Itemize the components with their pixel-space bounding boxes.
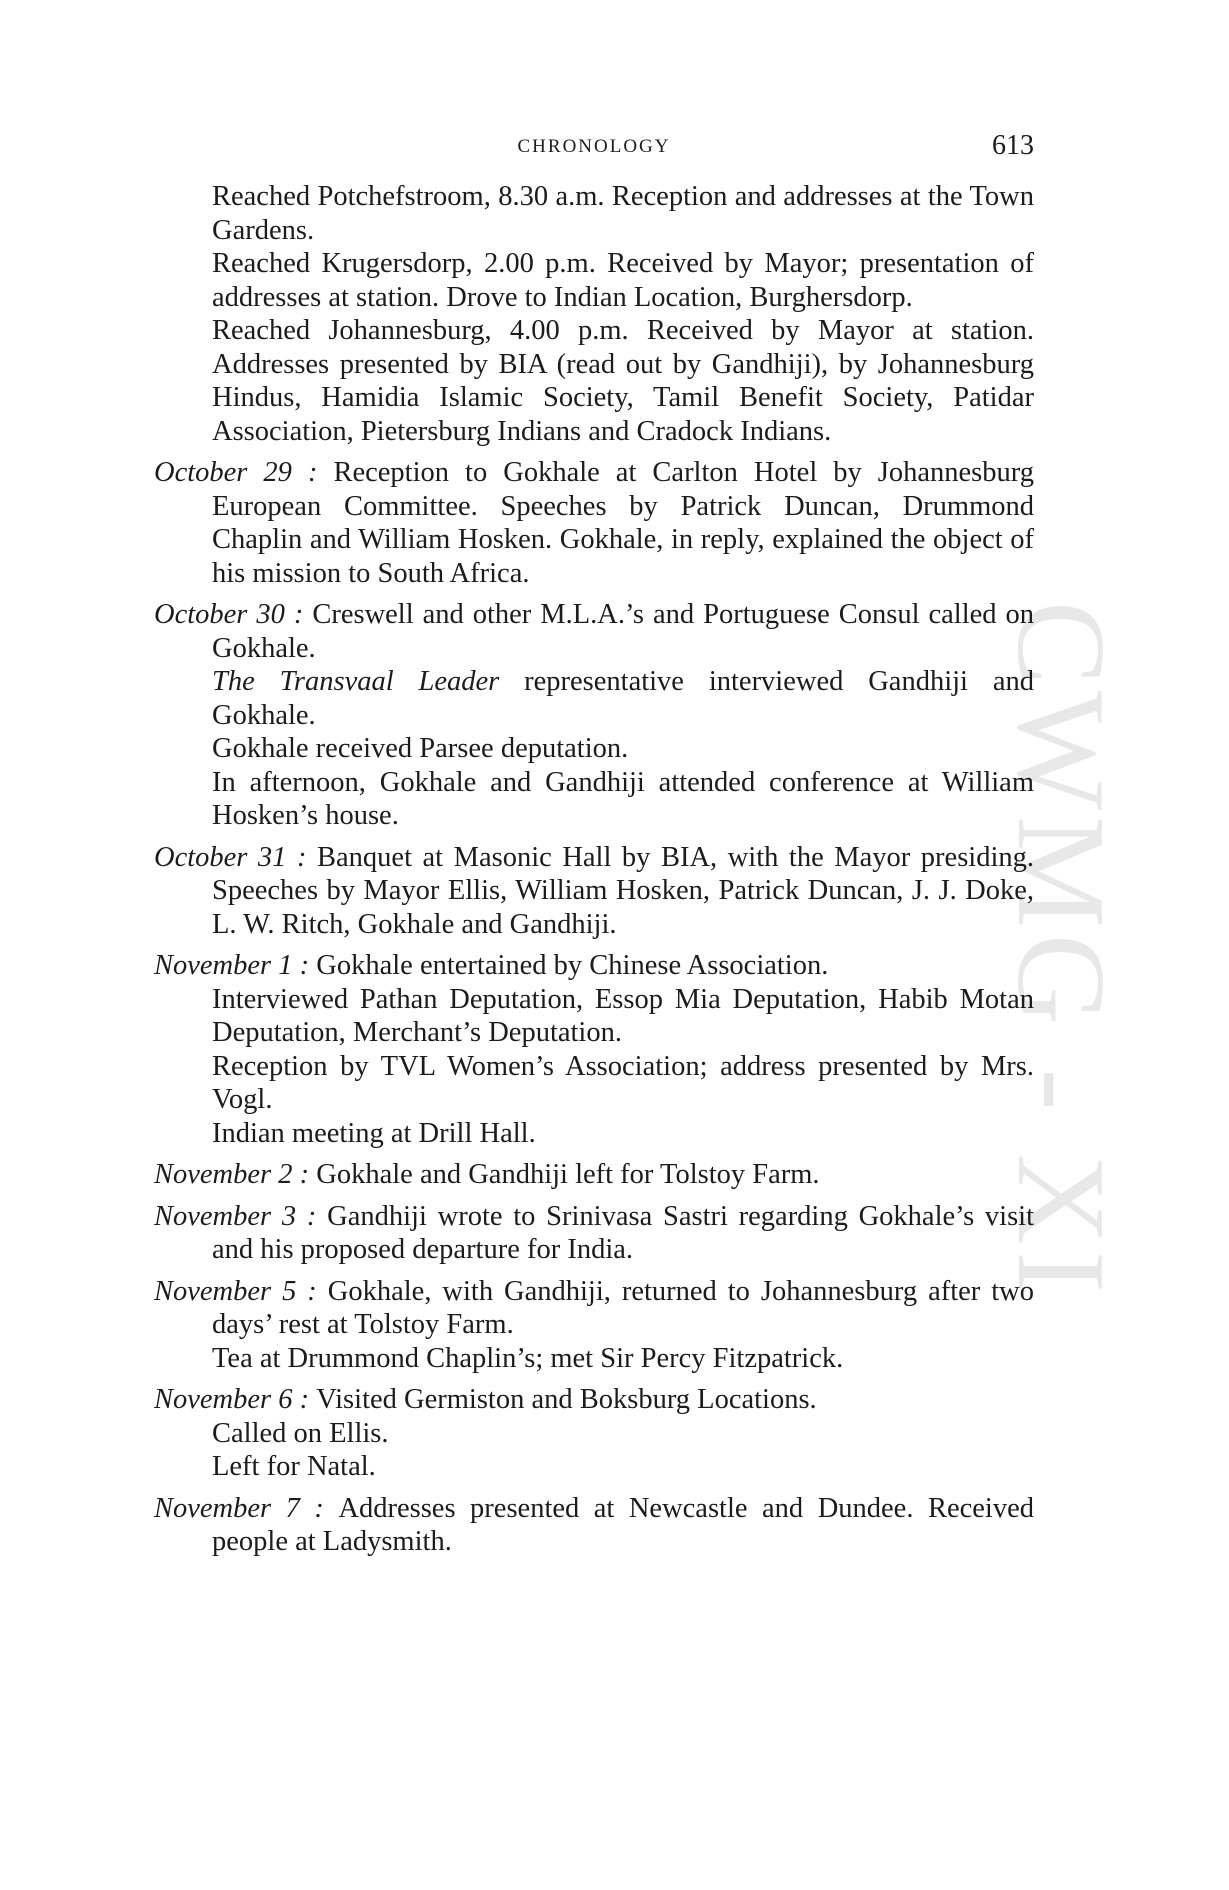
entry-lead [154,456,1034,590]
entry-november-2 [154,1158,1034,1192]
entry-date: November 7 [154,1492,300,1524]
date-separator: : [292,1159,317,1190]
entry-text: Gokhale entertained by Chinese Association. [316,950,829,981]
entry-paragraph: Gokhale received Parsee deputation. [212,733,629,764]
entry-date: October 30 [154,599,285,630]
page-number: 613 [992,130,1034,161]
entry-lead [154,949,1034,983]
entry-lead [154,1200,1034,1267]
entry-november-5 [154,1275,1034,1376]
entry-lead [154,841,1034,942]
entry-lead [154,1383,1034,1417]
entry-november-6 [154,1383,1034,1484]
entry-november-3 [154,1200,1034,1267]
entry-november-1 [154,949,1034,1150]
entry-paragraph: Reached Johannesburg, 4.00 p.m. Received by Mayor at station. Addresses presented by BIA (read out by Gandhiji), by Johannesburg Hindus, Hamidia Islamic Society, Tamil Benefit Society, Patidar Association, Pietersburg Indians and Cradock Indians. [212,315,1034,447]
date-separator: : [284,599,313,630]
entry-lead [154,1158,1034,1192]
date-separator: : [296,1200,328,1232]
date-separator: : [296,1275,328,1307]
entry-paragraph: Tea at Drummond Chaplin’s; met Sir Percy Fitzpatrick. [212,1342,844,1374]
page-header [154,130,1034,166]
entry-text: Visited Germiston and Boksburg Locations. [316,1384,817,1415]
entry-text: Creswell and other M.L.A.’s and Portuguese Consul called on Gokhale. [212,599,1034,664]
entry-text: representative interviewed Gandhiji and Gokhale. [212,666,1034,731]
date-separator: : [292,950,317,981]
entry-paragraph: Left for Natal. [212,1451,376,1482]
entry-date: November 6 [154,1384,293,1415]
entry-text: Gokhale, with Gandhiji, returned to Johannesburg after two days’ rest at Tolstoy Farm. [212,1275,1034,1340]
date-separator: : [291,457,334,488]
entry-paragraph: Indian meeting at Drill Hall. [212,1117,536,1149]
entry-paragraph: In afternoon, Gokhale and Gandhiji attended conference at William Hosken’s house. [212,766,1034,831]
date-separator: : [292,1384,317,1415]
continued-entry [154,180,1034,448]
entry-text: Gandhiji wrote to Srinivasa Sastri regarding Gokhale’s visit and his proposed departure for India. [212,1200,1035,1265]
watermark-text: CWMG - XI [991,601,1130,1299]
entry-date: October 29 [154,457,292,488]
newspaper-title: The Transvaal Leader [212,666,500,697]
chronology-content [154,180,1034,1567]
entry-text: Reception to Gokhale at Carlton Hotel by Johannesburg European Committee. Speeches by Patrick Duncan, Drummond Chaplin and William Hosken. Gokhale, in reply, explained the object of his mission to South Africa. [212,457,1034,589]
entry-november-7 [154,1492,1034,1559]
entry-lead [154,1275,1034,1342]
entry-paragraph [154,665,1034,732]
entry-october-29 [154,456,1034,590]
running-title: CHRONOLOGY [517,136,671,157]
entry-lead [154,598,1034,665]
entry-date: November 1 [154,950,293,981]
entry-paragraph: Reached Krugersdorp, 2.00 p.m. Received by Mayor; presentation of addresses at station. Drove to Indian Location, Burghersdorp. [212,248,1034,313]
entry-date: November 2 [154,1159,293,1190]
entry-date: November 3 [154,1200,297,1232]
date-separator: : [286,841,318,873]
entry-text: Banquet at Masonic Hall by BIA, with the Mayor presiding. Speeches by Mayor Ellis, William Hosken, Patrick Duncan, J. J. Doke, L. W. Ritch, Gokhale and Gandhiji. [212,841,1034,940]
date-separator: : [299,1492,339,1524]
entry-lead [154,1492,1034,1559]
entry-paragraph: Interviewed Pathan Deputation, Essop Mia Deputation, Habib Motan Deputation, Merchant’s Deputation. [212,983,1034,1048]
entry-date: November 5 [154,1275,297,1307]
entry-october-30 [154,598,1034,833]
entry-paragraph: Called on Ellis. [212,1417,389,1449]
entry-text: Addresses presented at Newcastle and Dundee. Received people at Ladysmith. [212,1492,1034,1557]
entry-october-31 [154,841,1034,942]
entry-paragraph: Reception by TVL Women’s Association; address presented by Mrs. Vogl. [212,1050,1034,1115]
entry-text: Gokhale and Gandhiji left for Tolstoy Farm. [316,1159,820,1190]
entry-date: October 31 [154,841,287,873]
entry-paragraph: Reached Potchefstroom, 8.30 a.m. Reception and addresses at the Town Gardens. [212,181,1034,246]
